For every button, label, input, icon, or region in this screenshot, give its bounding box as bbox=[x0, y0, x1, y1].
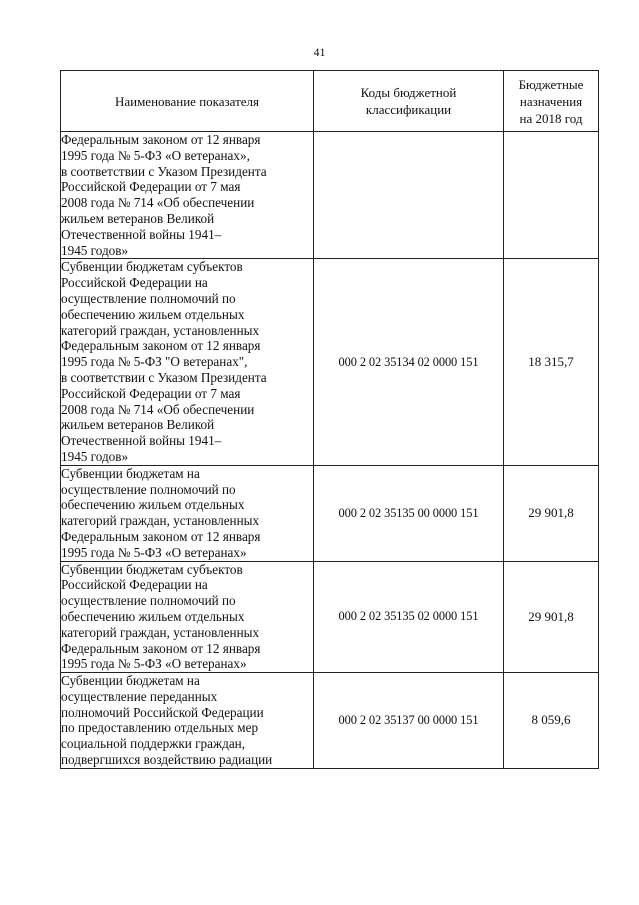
table-row bbox=[61, 259, 599, 465]
indicator-name-line: Российской Федерации от 7 мая bbox=[61, 179, 241, 195]
indicator-name-line: Российской Федерации на bbox=[61, 275, 208, 291]
indicator-name-line: по предоставлению отдельных мер bbox=[61, 720, 259, 736]
table-row bbox=[61, 561, 599, 673]
header-budget-classification-codes bbox=[314, 71, 504, 132]
header-line: на 2018 год bbox=[519, 110, 583, 126]
indicator-name-line: категорий граждан, установленных bbox=[61, 624, 260, 640]
classification-code-cell: 000 2 02 35135 02 0000 151 bbox=[314, 561, 504, 673]
indicator-name-line: обеспечению жильем отдельных bbox=[61, 608, 245, 624]
indicator-name-line: категорий граждан, установленных bbox=[61, 513, 260, 529]
indicator-name-line: 2008 года № 714 «Об обеспечении bbox=[61, 401, 255, 417]
indicator-name-cell bbox=[61, 561, 314, 673]
indicator-name-cell bbox=[61, 132, 314, 259]
indicator-name-line: жильем ветеранов Великой bbox=[61, 417, 215, 433]
indicator-name-line: осуществление полномочий по bbox=[61, 481, 236, 497]
table-header-row bbox=[61, 71, 599, 132]
indicator-name-line: обеспечению жильем отдельных bbox=[61, 306, 245, 322]
indicator-name-line: осуществление переданных bbox=[61, 688, 218, 704]
header-line: Бюджетные bbox=[518, 76, 584, 92]
classification-code-cell: 000 2 02 35135 00 0000 151 bbox=[314, 465, 504, 561]
budget-amount-cell: 8 059,6 bbox=[504, 673, 599, 769]
header-line: Наименование показателя bbox=[114, 93, 260, 109]
indicator-name-line: 1995 года № 5-ФЗ «О ветеранах» bbox=[61, 544, 247, 560]
indicator-name-line: Федеральным законом от 12 января bbox=[61, 338, 261, 354]
indicator-name-line: осуществление полномочий по bbox=[61, 593, 236, 609]
budget-table bbox=[60, 70, 599, 769]
indicator-name-cell bbox=[61, 259, 314, 465]
indicator-name-line: 1995 года № 5-ФЗ "О ветеранах", bbox=[61, 354, 248, 370]
indicator-name-line: 1945 годов» bbox=[61, 242, 129, 258]
table-row bbox=[61, 132, 599, 259]
indicator-name-line: Отечественной войны 1941– bbox=[61, 226, 222, 242]
indicator-name-line: Субвенции бюджетам субъектов bbox=[61, 561, 243, 577]
indicator-name-line: Субвенции бюджетам на bbox=[61, 673, 200, 689]
budget-amount-cell: 18 315,7 bbox=[504, 259, 599, 465]
indicator-name-line: жильем ветеранов Великой bbox=[61, 210, 215, 226]
table-row bbox=[61, 673, 599, 769]
header-line: назначения bbox=[519, 93, 583, 109]
header-line: классификации bbox=[365, 102, 452, 117]
indicator-name-line: Отечественной войны 1941– bbox=[61, 433, 222, 449]
indicator-name-line: 1945 годов» bbox=[61, 448, 129, 464]
header-indicator-name bbox=[61, 71, 314, 132]
indicator-name-line: Федеральным законом от 12 января bbox=[61, 132, 261, 147]
indicator-name-line: обеспечению жильем отдельных bbox=[61, 497, 245, 513]
classification-code-cell: 000 2 02 35137 00 0000 151 bbox=[314, 673, 504, 769]
indicator-name-line: осуществление полномочий по bbox=[61, 290, 236, 306]
indicator-name-line: категорий граждан, установленных bbox=[61, 322, 260, 338]
budget-amount-cell: 29 901,8 bbox=[504, 561, 599, 673]
indicator-name-line: в соответствии с Указом Президента bbox=[61, 369, 267, 385]
indicator-name-line: 2008 года № 714 «Об обеспечении bbox=[61, 195, 255, 211]
page-number: 41 bbox=[313, 45, 326, 59]
indicator-name-line: Федеральным законом от 12 января bbox=[61, 528, 261, 544]
indicator-name-line: социальной поддержки граждан, bbox=[61, 736, 246, 752]
header-budget-allocations-2018 bbox=[504, 71, 599, 132]
table-row bbox=[61, 465, 599, 561]
budget-amount-cell: 29 901,8 bbox=[504, 465, 599, 561]
budget-amount-cell bbox=[504, 132, 599, 259]
indicator-name-line: Российской Федерации от 7 мая bbox=[61, 385, 241, 401]
indicator-name-line: 1995 года № 5-ФЗ «О ветеранах», bbox=[61, 147, 250, 163]
indicator-name-line: Субвенции бюджетам на bbox=[61, 465, 200, 481]
indicator-name-line: 1995 года № 5-ФЗ «О ветеранах» bbox=[61, 656, 247, 672]
indicator-name-line: Российской Федерации на bbox=[61, 577, 208, 593]
classification-code-cell: 000 2 02 35134 02 0000 151 bbox=[314, 259, 504, 465]
indicator-name-line: в соответствии с Указом Президента bbox=[61, 163, 267, 179]
classification-code-cell bbox=[314, 132, 504, 259]
header-line: Коды бюджетной bbox=[360, 85, 457, 100]
indicator-name-line: полномочий Российской Федерации bbox=[61, 704, 264, 720]
indicator-name-cell bbox=[61, 673, 314, 769]
indicator-name-line: Федеральным законом от 12 января bbox=[61, 640, 261, 656]
indicator-name-line: подвергшихся воздействию радиации bbox=[61, 752, 273, 768]
indicator-name-cell bbox=[61, 465, 314, 561]
indicator-name-line: Субвенции бюджетам субъектов bbox=[61, 259, 243, 275]
